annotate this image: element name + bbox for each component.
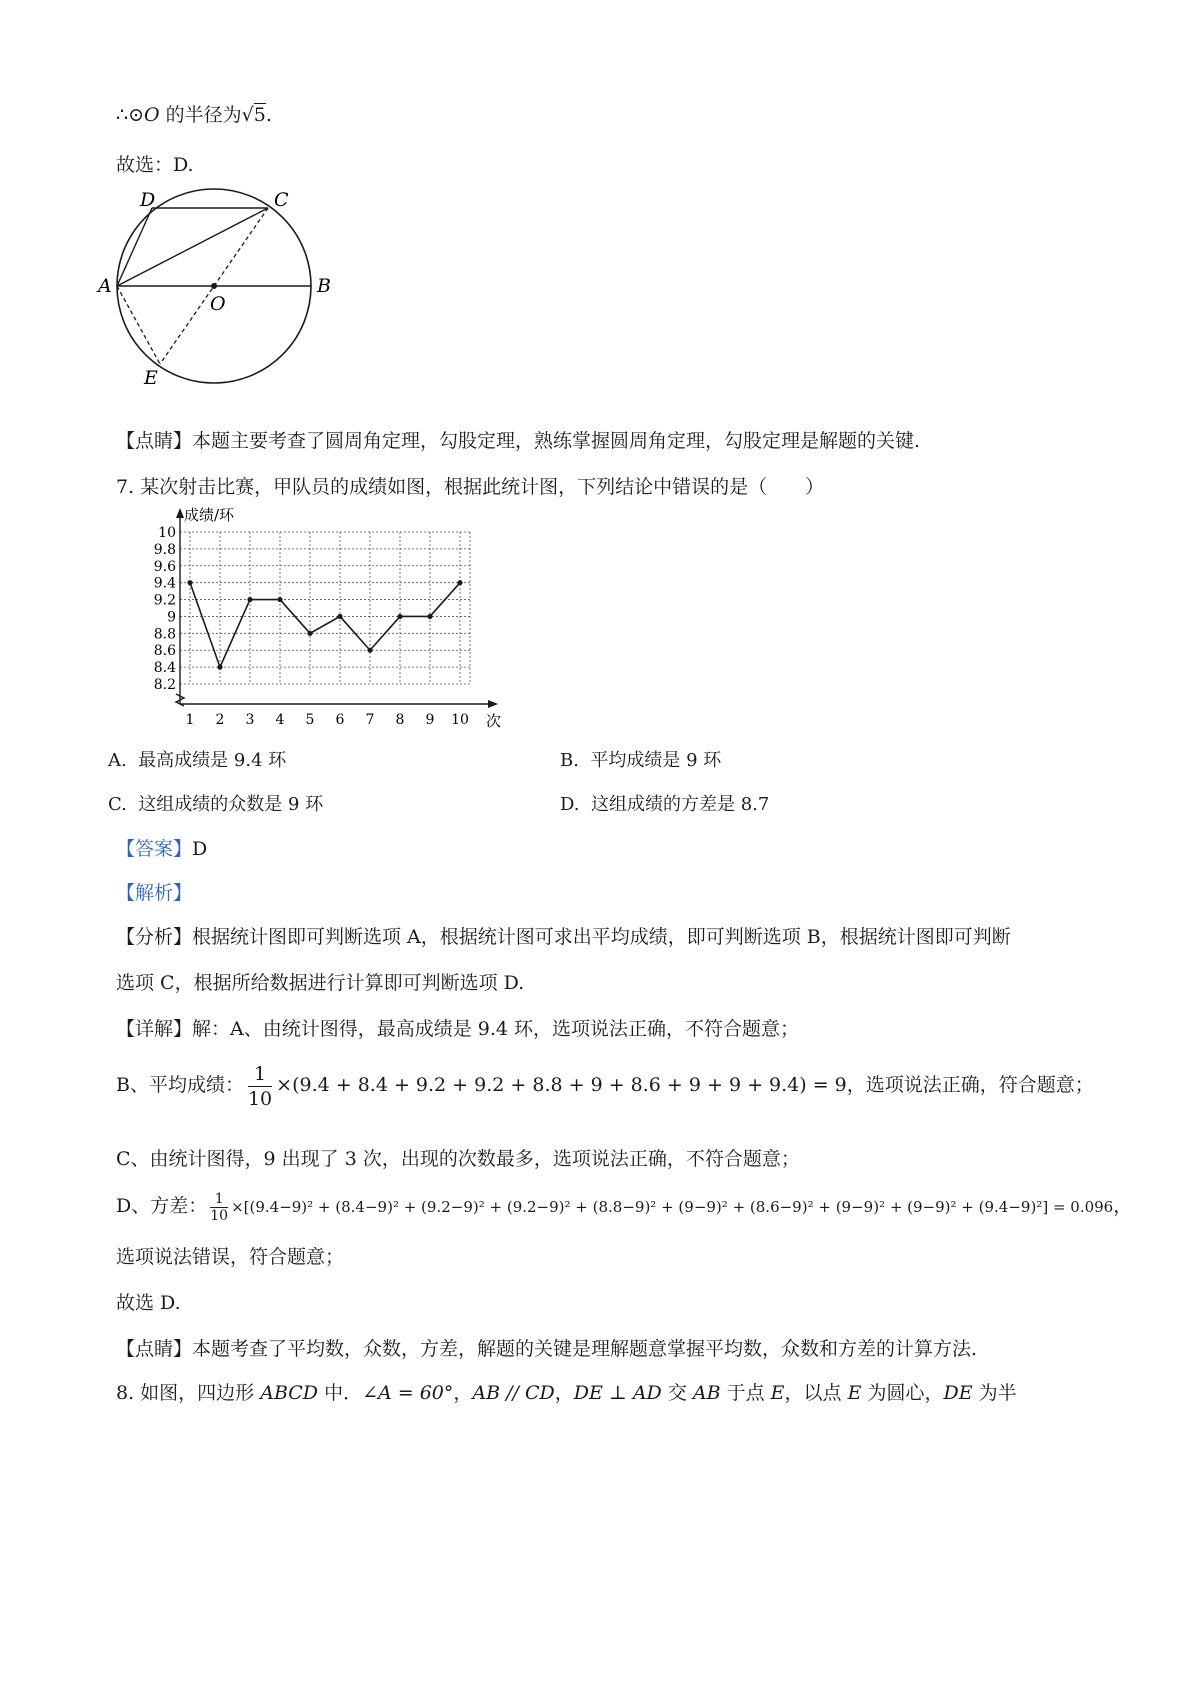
detail-a: 【详解】解：A、由统计图得，最高成绩是 9.4 环，选项说法正确，不符合题意； bbox=[116, 1018, 800, 1040]
detail-c: C、由统计图得，9 出现了 3 次，出现的次数最多，选项说法正确，不符合题意； bbox=[116, 1148, 800, 1170]
q7-stem: 7. 某次射击比赛，甲队员的成绩如图，根据此统计图，下列结论中错误的是（ ） bbox=[116, 476, 825, 498]
data-point bbox=[367, 648, 372, 653]
data-point bbox=[277, 597, 282, 602]
x-tick-label: 4 bbox=[275, 712, 285, 728]
variance-expression: ×[(9.4−9)² + (8.4−9)² + (9.2−9)² + (9.2−9)² + (8.8−9)² + (9−9)² + (8.6−9)² + (9−9)² + (9−9)² + (9.4−9)²] = 0.096 bbox=[231, 1198, 1114, 1216]
data-point bbox=[397, 614, 402, 619]
choice-line-6: 故选：D. bbox=[116, 154, 194, 176]
option-b-letter: B. bbox=[560, 750, 579, 771]
detail-b-prefix: B、平均成绩： bbox=[116, 1074, 244, 1096]
data-point bbox=[457, 580, 462, 585]
y-tick-label: 9.4 bbox=[153, 575, 176, 592]
y-tick-label: 8.4 bbox=[153, 660, 176, 677]
option-a[interactable] bbox=[108, 748, 286, 774]
y-tick-label: 8.2 bbox=[153, 677, 176, 693]
q8-stem: 8. 如图，四边形 ABCD 中．∠A = 60°，AB // CD，DE ⊥ AD 交 AB 于点 E，以点 E 为圆心，DE 为半 bbox=[116, 1382, 1017, 1404]
answer-tag: 【答案】 bbox=[116, 838, 193, 860]
option-c-text: 这组成绩的众数是 9 环 bbox=[138, 794, 324, 815]
fraction-one-tenth: $\frac{1}{10}$ bbox=[247, 1062, 273, 1110]
y-tick-label: 9 bbox=[167, 609, 176, 626]
detail-d-continued: 选项说法错误，符合题意； bbox=[116, 1246, 345, 1268]
chord-ac bbox=[117, 208, 268, 286]
x-tick-label: 5 bbox=[305, 712, 315, 728]
y-axis-arrow bbox=[176, 508, 184, 518]
angle-a-expression: ∠A = 60° bbox=[362, 1382, 454, 1404]
label-e: E bbox=[144, 367, 158, 389]
option-d-text: 这组成绩的方差是 8.7 bbox=[590, 794, 770, 815]
y-axis-title: 成绩/环 bbox=[184, 506, 235, 524]
y-tick-label: 8.8 bbox=[153, 626, 176, 643]
option-d-letter: D. bbox=[560, 794, 580, 815]
option-c[interactable] bbox=[108, 792, 323, 818]
x-tick-label: 2 bbox=[215, 712, 225, 728]
y-tick-label: 9.6 bbox=[153, 558, 176, 575]
conclusion-line bbox=[116, 102, 272, 128]
option-b-text: 平均成绩是 9 环 bbox=[590, 750, 722, 771]
chord-ad bbox=[117, 208, 152, 286]
label-o: O bbox=[210, 293, 226, 315]
sqrt-symbol: √ bbox=[241, 104, 254, 126]
y-tick-label: 9.2 bbox=[153, 592, 176, 609]
label-b: B bbox=[317, 275, 331, 297]
x-tick-label: 8 bbox=[395, 712, 405, 728]
fraction-one-tenth-small: $\frac{1}{10}$ bbox=[210, 1190, 229, 1224]
circle-figure bbox=[96, 186, 346, 396]
option-c-letter: C. bbox=[108, 794, 127, 815]
center-point-o bbox=[211, 283, 217, 289]
score-line-chart bbox=[140, 504, 510, 734]
answer-line bbox=[116, 836, 207, 862]
radicand: 5 bbox=[253, 104, 266, 126]
x-tick-label: 10 bbox=[451, 712, 469, 728]
label-d: D bbox=[140, 189, 156, 211]
analysis-line-1: 【分析】根据统计图即可判断选项 A，根据统计图可求出平均成绩，即可判断选项 B，根据统计图即可判断 bbox=[116, 926, 1011, 948]
radius-text: 的半径为 bbox=[159, 104, 242, 126]
option-a-text: 最高成绩是 9.4 环 bbox=[138, 750, 287, 771]
data-point bbox=[217, 665, 222, 670]
data-point bbox=[427, 614, 432, 619]
note-q6: 【点睛】本题主要考查了圆周角定理，勾股定理，熟练掌握圆周角定理，勾股定理是解题的关键. bbox=[116, 430, 921, 452]
label-a: A bbox=[98, 275, 112, 297]
analysis-line-2: 选项 C，根据所给数据进行计算即可判断选项 D. bbox=[116, 972, 525, 994]
x-tick-label: 3 bbox=[245, 712, 255, 728]
option-d[interactable] bbox=[560, 792, 769, 818]
label-c: C bbox=[274, 189, 289, 211]
series-line bbox=[190, 583, 460, 667]
detail-b-suffix: ，选项说法正确，符合题意； bbox=[846, 1074, 1094, 1096]
detail-d-prefix: D、方差： bbox=[116, 1195, 208, 1217]
option-a-letter: A. bbox=[108, 750, 127, 771]
y-tick-label: 9.8 bbox=[153, 541, 176, 558]
analysis-tag: 【解析】 bbox=[116, 882, 193, 904]
x-tick-label: 1 bbox=[185, 712, 195, 728]
period: . bbox=[265, 104, 272, 126]
x-axis-title: 次 bbox=[486, 712, 502, 730]
x-tick-label: 7 bbox=[365, 712, 375, 728]
y-tick-label: 10 bbox=[158, 525, 176, 541]
note-q7: 【点睛】本题考查了平均数，众数，方差，解题的关键是理解题意掌握平均数，众数和方差的计算方法. bbox=[116, 1338, 978, 1360]
option-b[interactable] bbox=[560, 748, 721, 774]
perpendicular-expression: DE ⊥ AD bbox=[573, 1382, 662, 1404]
answer-value: D bbox=[192, 838, 208, 860]
y-tick-label: 8.6 bbox=[153, 643, 176, 660]
detail-d bbox=[116, 1186, 1132, 1227]
data-point bbox=[307, 631, 312, 636]
choice-line-7: 故选 D. bbox=[116, 1292, 181, 1314]
parallel-expression: AB // CD bbox=[472, 1382, 555, 1404]
therefore-circle-symbol: ∴⊙ bbox=[116, 104, 145, 126]
data-point bbox=[337, 614, 342, 619]
detail-d-suffix: ， bbox=[1113, 1195, 1133, 1217]
detail-b bbox=[116, 1060, 1094, 1111]
circle-center-label: O bbox=[144, 104, 160, 126]
mean-expression: ×(9.4 + 8.4 + 9.2 + 9.2 + 8.8 + 9 + 8.6 + 9 + 9 + 9.4) = 9 bbox=[276, 1074, 847, 1096]
dashed-ae bbox=[117, 286, 160, 364]
x-axis-arrow bbox=[488, 700, 498, 708]
x-tick-label: 9 bbox=[425, 712, 435, 728]
data-point bbox=[247, 597, 252, 602]
x-tick-label: 6 bbox=[335, 712, 345, 728]
data-point bbox=[187, 580, 192, 585]
